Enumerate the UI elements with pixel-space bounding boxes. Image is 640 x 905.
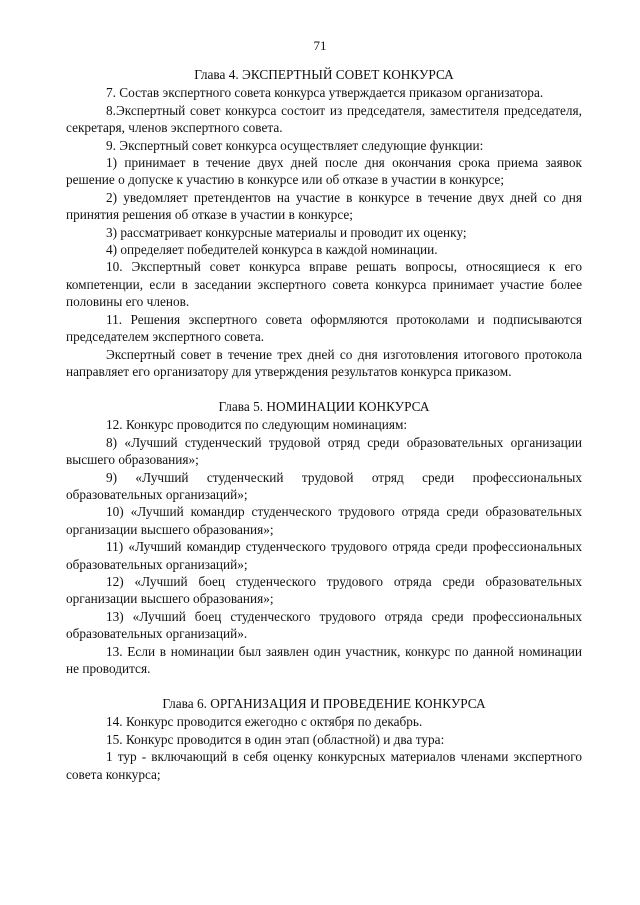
- paragraph: 12. Конкурс проводится по следующим номинациям:: [106, 417, 408, 433]
- paragraph: 13) «Лучший боец студенческого трудового отряда среди профессиональных образовательных организаций».: [66, 608, 582, 642]
- paragraph: 9. Экспертный совет конкурса осуществляет следующие функции:: [106, 137, 484, 153]
- paragraph: 1 тур - включающий в себя оценку конкурсных материалов членами экспертного совета конкурса;: [66, 749, 582, 782]
- paragraph: 15. Конкурс проводится в один этап (областной) и два тура:: [106, 731, 445, 747]
- page-number: 71: [313, 38, 327, 53]
- section-heading-chapter-4: Глава 4. ЭКСПЕРТНЫЙ СОВЕТ КОНКУРСА: [194, 67, 454, 82]
- document-body: [66, 66, 582, 783]
- paragraph: 10. Экспертный совет конкурса вправе решать вопросы, относящиеся к его компетенции, если в заседании экспертного совета конкурса принимает участие более половины его членов.: [66, 259, 582, 310]
- paragraph: 10) «Лучший командир студенческого трудового отряда среди образовательных организации высшего образования»;: [66, 504, 582, 537]
- paragraph: 2) уведомляет претендентов на участие в конкурсе в течение двух дней со дня принятия решения об отказе в участии в конкурсе;: [66, 189, 582, 223]
- paragraph: 4) определяет победителей конкурса в каждой номинации.: [106, 242, 438, 258]
- section-heading-chapter-6: Глава 6. ОРГАНИЗАЦИЯ И ПРОВЕДЕНИЕ КОНКУРСА: [162, 696, 486, 711]
- paragraph: 9) «Лучший студенческий трудовой отряд среди профессиональных образовательных организаций»;: [66, 469, 582, 502]
- paragraph: 11) «Лучший командир студенческого трудового отряда среди профессиональных образовательных организаций»;: [66, 539, 582, 572]
- section-heading-chapter-5: Глава 5. НОМИНАЦИИ КОНКУРСА: [218, 398, 430, 414]
- paragraph: 1) принимает в течение двух дней после дня окончания срока приема заявок решение о допуске к участию в конкурсе или об отказе в участии в конкурсе;: [66, 155, 582, 188]
- paragraph: 12) «Лучший боец студенческого трудового отряда среди образовательных организации высшего образования»;: [66, 573, 582, 607]
- section-spacer: [66, 677, 582, 695]
- paragraph: 3) рассматривает конкурсные материалы и проводит их оценку;: [106, 224, 467, 240]
- paragraph: 13. Если в номинации был заявлен один участник, конкурс по данной номинации не проводится.: [66, 643, 582, 676]
- paragraph: 14. Конкурс проводится ежегодно с октября по декабрь.: [106, 714, 423, 730]
- paragraph: 8) «Лучший студенческий трудовой отряд среди образовательных организации высшего образования»;: [66, 434, 582, 468]
- paragraph: 11. Решения экспертного совета оформляются протоколами и подписываются председателем экспертного совета.: [66, 311, 582, 345]
- paragraph: 8.Экспертный совет конкурса состоит из председателя, заместителя председателя, секретаря, членов экспертного совета.: [66, 102, 582, 136]
- paragraph: 7. Состав экспертного совета конкурса утверждается приказом организатора.: [106, 85, 544, 101]
- paragraph: Экспертный совет в течение трех дней со дня изготовления итогового протокола направляет его организатору для утверждения результатов конкурса приказом.: [66, 346, 582, 379]
- section-spacer: [66, 380, 582, 398]
